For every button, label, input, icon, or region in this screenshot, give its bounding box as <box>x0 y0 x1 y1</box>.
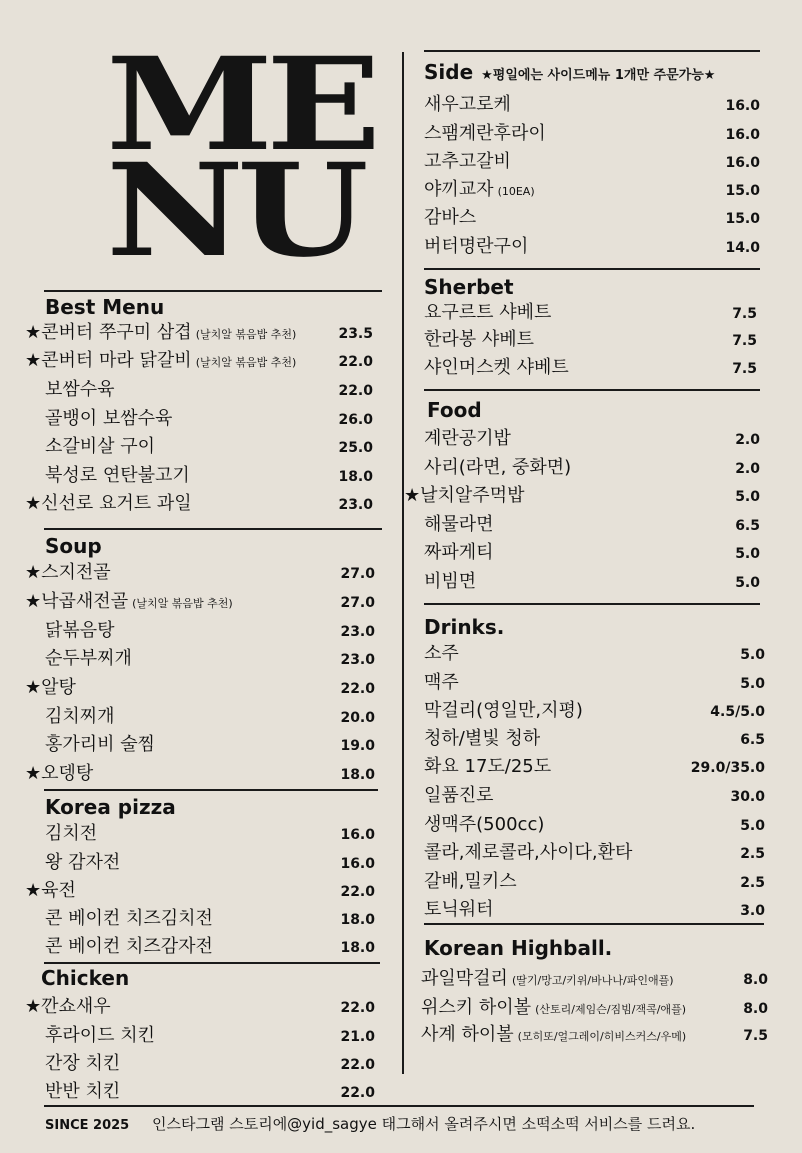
divider <box>424 923 764 925</box>
logo-line-2: NU <box>106 136 362 286</box>
menu-item-label: 감바스 <box>424 207 477 228</box>
menu-item-name <box>424 898 494 922</box>
menu-item-label: 과일막걸리 <box>421 968 508 989</box>
menu-item-label: 낙곱새전골 <box>41 591 129 612</box>
menu-item <box>421 996 768 1020</box>
menu-item-name <box>45 407 172 431</box>
menu-item-price: 5.0 <box>740 647 765 663</box>
menu-item <box>421 967 768 991</box>
menu-item-price: 8.0 <box>743 972 768 988</box>
menu-item-name <box>424 699 583 723</box>
menu-item-price: 21.0 <box>340 1029 375 1045</box>
menu-item-label: 청하/별빛 청하 <box>424 728 541 749</box>
menu-item <box>45 851 375 875</box>
menu-item-note: (모히또/얼그레이/히비스커스/우메) <box>517 1030 687 1043</box>
divider <box>44 962 380 964</box>
divider <box>424 389 760 391</box>
menu-item-label: 생맥주(500cc) <box>424 814 545 835</box>
menu-item-label: 신선로 요거트 과일 <box>41 493 192 514</box>
menu-item-price: 16.0 <box>725 127 760 143</box>
menu-item <box>424 671 765 695</box>
menu-item <box>45 647 375 671</box>
menu-item-price: 7.5 <box>732 333 757 349</box>
menu-item-label: 북성로 연탄불고기 <box>45 465 190 486</box>
menu-item-price: 18.0 <box>340 767 375 783</box>
star-icon: ★ <box>25 677 42 698</box>
menu-item-label: 콜라,제로콜라,사이다,환타 <box>424 842 633 863</box>
menu-item-price: 23.0 <box>338 497 373 513</box>
menu-item-price: 4.5/5.0 <box>710 704 765 720</box>
menu-item-name <box>424 870 517 894</box>
menu-item-price: 22.0 <box>340 1085 375 1101</box>
menu-item <box>424 93 760 117</box>
menu-item-price: 5.0 <box>735 546 760 562</box>
menu-item-label: 후라이드 치킨 <box>45 1025 156 1046</box>
menu-item <box>45 935 375 959</box>
menu-item-name <box>424 541 494 565</box>
menu-item-name <box>45 378 115 402</box>
menu-item-price: 16.0 <box>340 856 375 872</box>
divider <box>44 789 378 791</box>
menu-item-label: 골뱅이 보쌈수육 <box>45 408 173 429</box>
menu-item-name <box>424 122 546 146</box>
menu-item-price: 7.5 <box>732 361 757 377</box>
divider <box>424 268 760 270</box>
menu-item-label: 콘 베이컨 치즈감자전 <box>45 936 213 957</box>
menu-item-price: 14.0 <box>725 240 760 256</box>
menu-item <box>424 456 760 480</box>
menu-item-name <box>45 851 120 875</box>
menu-item-price: 16.0 <box>725 155 760 171</box>
divider <box>44 528 382 530</box>
menu-item-label: 갈배,밀키스 <box>424 871 517 892</box>
menu-item-price: 5.0 <box>740 676 765 692</box>
menu-item <box>424 235 760 259</box>
menu-item <box>424 513 760 537</box>
menu-item-price: 6.5 <box>740 732 765 748</box>
menu-item-price: 26.0 <box>338 412 373 428</box>
menu-item <box>25 995 375 1019</box>
menu-item-name <box>424 235 528 259</box>
menu-item <box>45 1024 375 1048</box>
menu-item-price: 23.5 <box>338 326 373 342</box>
menu-item-name <box>25 995 111 1019</box>
menu-item <box>45 822 375 846</box>
menu-item-price: 16.0 <box>340 827 375 843</box>
star-icon: ★ <box>25 763 42 784</box>
menu-item <box>45 435 373 459</box>
menu-item-price: 23.0 <box>340 624 375 640</box>
menu-item <box>424 427 760 451</box>
menu-item-name <box>424 206 476 230</box>
menu-item-price: 27.0 <box>340 566 375 582</box>
menu-item-name <box>424 178 535 204</box>
menu-item-label: 샤인머스켓 샤베트 <box>424 357 569 378</box>
menu-item-name <box>45 705 115 729</box>
menu-item-price: 15.0 <box>725 211 760 227</box>
menu-item-label: 비빔면 <box>424 571 477 592</box>
instagram-promo-text: 인스타그램 스토리에@yid_sagye 태그해서 올려주시면 소떡소떡 서비스를 드려요. <box>152 1115 696 1133</box>
menu-item-name <box>424 328 534 352</box>
menu-item <box>45 464 373 488</box>
menu-item-price: 22.0 <box>340 1057 375 1073</box>
menu-item-price: 15.0 <box>725 183 760 199</box>
menu-item-label: 화요 17도/25도 <box>424 756 552 777</box>
menu-item-name <box>424 671 459 695</box>
menu-item-label: 콘버터 마라 닭갈비 <box>41 350 192 371</box>
menu-item-price: 22.0 <box>338 383 373 399</box>
menu-item-label: 간장 치킨 <box>45 1053 121 1074</box>
menu-item-name <box>421 967 674 993</box>
menu-item <box>424 178 760 202</box>
menu-item-price: 16.0 <box>725 98 760 114</box>
menu-item-name <box>45 822 97 846</box>
menu-item-name <box>424 570 476 594</box>
menu-item-label: 콘 베이컨 치즈김치전 <box>45 908 213 929</box>
menu-item-label: 콘버터 쭈구미 삼겹 <box>41 322 192 343</box>
menu-item <box>424 841 765 865</box>
menu-item-price: 22.0 <box>340 884 375 900</box>
menu-item-name <box>424 727 540 751</box>
section-title-pizza: Korea pizza <box>45 795 176 819</box>
menu-item-price: 2.0 <box>735 461 760 477</box>
star-icon: ★ <box>25 322 42 343</box>
menu-item-price: 18.0 <box>340 912 375 928</box>
menu-item-label: 스팸계란후라이 <box>424 123 546 144</box>
menu-item-name <box>45 435 155 459</box>
section-title-side <box>424 60 715 88</box>
menu-item-price: 2.5 <box>740 846 765 862</box>
menu-item-label: 고추고갈비 <box>424 151 511 172</box>
menu-item-label: 막걸리(영일만,지평) <box>424 700 583 721</box>
menu-item-price: 25.0 <box>338 440 373 456</box>
menu-item <box>45 907 375 931</box>
menu-item-name <box>424 755 551 779</box>
menu-logo <box>106 30 375 286</box>
menu-item-price: 5.0 <box>735 575 760 591</box>
menu-item <box>421 1023 768 1047</box>
star-icon: ★ <box>25 591 42 612</box>
menu-item <box>424 570 760 594</box>
menu-item-label: 김치찌개 <box>45 706 115 727</box>
star-icon: ★ <box>25 880 42 901</box>
menu-item <box>424 356 757 380</box>
menu-item <box>424 150 760 174</box>
menu-item-name <box>404 484 524 508</box>
menu-item-name <box>25 590 233 616</box>
menu-item-name <box>424 513 494 537</box>
menu-item-note: (날치알 볶음밥 추천) <box>195 356 297 369</box>
menu-item-label: 계란공기밥 <box>424 428 511 449</box>
menu-item-label: 버터명란구이 <box>424 236 529 257</box>
menu-item-note: (딸기/망고/키위/바나나/파인애플) <box>511 974 674 987</box>
menu-item-label: 스지전골 <box>41 562 111 583</box>
menu-item <box>45 1080 375 1104</box>
menu-item-label: 알탕 <box>41 677 76 698</box>
menu-item-name <box>424 427 511 451</box>
menu-item-name <box>25 492 192 516</box>
menu-item <box>424 206 760 230</box>
section-title-soup: Soup <box>45 534 102 558</box>
divider <box>424 603 760 605</box>
menu-item-price: 5.0 <box>735 489 760 505</box>
menu-item-price: 23.0 <box>340 652 375 668</box>
menu-item-name <box>424 642 459 666</box>
menu-item-price: 30.0 <box>730 789 765 805</box>
menu-item-name <box>424 150 511 174</box>
menu-item <box>25 321 373 345</box>
menu-item-name <box>45 733 155 757</box>
menu-item-price: 22.0 <box>338 354 373 370</box>
menu-item-name <box>424 841 632 865</box>
menu-item-name <box>424 356 569 380</box>
menu-item-label: 한라봉 샤베트 <box>424 329 535 350</box>
column-divider <box>402 52 404 1074</box>
since-label: SINCE 2025 <box>45 1118 130 1133</box>
menu-item-name <box>45 1052 120 1076</box>
menu-item-name <box>45 619 115 643</box>
menu-item <box>25 879 375 903</box>
menu-item-name <box>424 813 544 837</box>
menu-item-label: 반반 치킨 <box>45 1081 121 1102</box>
section-title-drinks: Drinks. <box>424 615 505 639</box>
menu-item-price: 19.0 <box>340 738 375 754</box>
section-title-best: Best Menu <box>45 295 165 319</box>
menu-item-name <box>25 321 296 347</box>
menu-item <box>424 642 765 666</box>
menu-item-name <box>45 907 213 931</box>
menu-item-label: 왕 감자전 <box>45 852 121 873</box>
menu-item-name <box>45 647 132 671</box>
divider <box>44 290 382 292</box>
star-icon: ★ <box>25 996 42 1017</box>
menu-item-label: 토닉워터 <box>424 899 494 920</box>
menu-item-price: 7.5 <box>732 306 757 322</box>
menu-item-price: 6.5 <box>735 518 760 534</box>
menu-item-price: 7.5 <box>743 1028 768 1044</box>
section-title-chicken: Chicken <box>41 966 130 990</box>
menu-item-price: 3.0 <box>740 903 765 919</box>
menu-item <box>25 762 375 786</box>
menu-item <box>424 898 765 922</box>
menu-item-name <box>25 561 111 585</box>
menu-item-price: 29.0/35.0 <box>690 760 765 776</box>
menu-item-note: (산토리/제임슨/짐빔/잭콕/애플) <box>535 1003 686 1016</box>
menu-item-price: 2.0 <box>735 432 760 448</box>
menu-item-label: 소갈비살 구이 <box>45 436 156 457</box>
menu-item-label: 육전 <box>41 880 76 901</box>
menu-item <box>424 813 765 837</box>
menu-item <box>45 378 373 402</box>
menu-item-label: 새우고로케 <box>424 94 511 115</box>
menu-item-name <box>25 349 296 375</box>
menu-item-label: 일품진로 <box>424 785 494 806</box>
menu-item <box>25 492 373 516</box>
menu-item-label: 야끼교자 <box>424 179 494 200</box>
menu-item-label: 순두부찌개 <box>45 648 132 669</box>
menu-item-name <box>25 762 93 786</box>
menu-item <box>25 561 375 585</box>
menu-item <box>45 1052 375 1076</box>
menu-item <box>424 727 765 751</box>
menu-item-price: 22.0 <box>340 681 375 697</box>
star-icon: ★ <box>404 485 421 506</box>
menu-item-label: 닭볶음탕 <box>45 620 115 641</box>
menu-item-name <box>424 301 551 325</box>
menu-item-label: 깐쇼새우 <box>41 996 111 1017</box>
menu-item-label: 김치전 <box>45 823 98 844</box>
menu-item <box>45 407 373 431</box>
divider <box>424 50 760 52</box>
menu-item-label: 위스키 하이볼 <box>421 997 532 1018</box>
menu-item-name <box>424 456 571 480</box>
menu-item <box>424 122 760 146</box>
menu-item <box>424 784 765 808</box>
menu-item-price: 18.0 <box>340 940 375 956</box>
menu-item-label: 소주 <box>424 643 459 664</box>
menu-item-label: 홍가리비 술찜 <box>45 734 156 755</box>
menu-item-price: 2.5 <box>740 875 765 891</box>
menu-item-label: 보쌈수육 <box>45 379 115 400</box>
star-icon: ★ <box>25 562 42 583</box>
menu-item <box>25 676 375 700</box>
star-icon: ★ <box>25 493 42 514</box>
menu-item-price: 27.0 <box>340 595 375 611</box>
menu-item-name <box>424 784 494 808</box>
section-title-sherbet: Sherbet <box>424 275 514 299</box>
menu-item-price: 8.0 <box>743 1001 768 1017</box>
menu-item-name <box>421 996 686 1022</box>
menu-item-label: 해물라면 <box>424 514 494 535</box>
menu-item <box>424 699 765 723</box>
menu-item-name <box>25 676 76 700</box>
menu-item-name <box>45 1080 120 1104</box>
menu-item <box>25 590 375 614</box>
menu-item-name <box>25 879 76 903</box>
logo-line-1: ME <box>106 30 375 180</box>
menu-item-label: 사리(라면, 중화면) <box>424 457 572 478</box>
menu-item-label: 사계 하이볼 <box>421 1024 514 1045</box>
menu-item-price: 18.0 <box>338 469 373 485</box>
menu-item-price: 20.0 <box>340 710 375 726</box>
menu-item <box>424 301 757 325</box>
menu-item <box>404 484 760 508</box>
divider <box>44 1105 754 1107</box>
menu-item <box>45 733 375 757</box>
menu-item-note: (10EA) <box>497 185 535 198</box>
menu-item-note: (날치알 볶음밥 추천) <box>132 597 233 610</box>
menu-item-price: 5.0 <box>740 818 765 834</box>
side-title-text: Side <box>424 60 474 84</box>
menu-item-label: 요구르트 샤베트 <box>424 302 552 323</box>
side-note: ★평일에는 사이드메뉴 1개만 주문가능★ <box>481 68 716 83</box>
menu-item-label: 날치알주먹밥 <box>420 485 525 506</box>
menu-item-name <box>45 935 213 959</box>
menu-item-note: (날치알 볶음밥 추천) <box>195 328 297 341</box>
menu-item <box>25 349 373 373</box>
menu-item <box>424 328 757 352</box>
menu-item-label: 맥주 <box>424 672 459 693</box>
menu-item <box>424 870 765 894</box>
menu-item <box>424 755 765 779</box>
menu-item-name <box>45 1024 155 1048</box>
menu-item-name <box>45 464 190 488</box>
section-title-food: Food <box>427 398 482 422</box>
menu-item-label: 짜파게티 <box>424 542 494 563</box>
star-icon: ★ <box>25 350 42 371</box>
menu-item-name <box>424 93 511 117</box>
section-title-highball: Korean Highball. <box>424 936 613 960</box>
menu-item <box>45 705 375 729</box>
menu-item <box>45 619 375 643</box>
menu-item-name <box>421 1023 686 1049</box>
menu-item <box>424 541 760 565</box>
menu-item-price: 22.0 <box>340 1000 375 1016</box>
menu-item-label: 오뎅탕 <box>41 763 94 784</box>
